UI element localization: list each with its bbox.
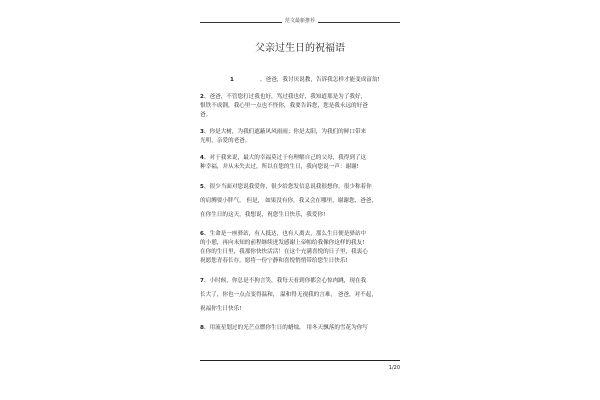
paragraph-line: 种幸福，并从未失去过，所以在您的生日，我向您说一声：谢谢! [200,164,359,170]
header-rule-left [200,22,282,23]
paragraph-number: 6 [200,231,204,237]
paragraph-number: 2 [200,94,204,100]
paragraph-line: 、爸爸，不管您打过我也好，骂过我也好，我知道那是为了我好， [203,94,367,100]
paragraph-line: 、用流星划过的光芒点燃你生日的蜡烛， 用冬天飘落的雪花为你写 [203,325,368,331]
paragraph-number: 7 [200,278,204,284]
header-text: 范文最新推荐 [284,18,315,24]
paragraph-line: 、爸爸，我讨厌说教，告诉我怎样才能变成富翁! [260,77,380,83]
document-title: 父亲过生日的祝福语 [255,43,345,54]
paragraph-number: 4 [200,155,204,161]
paragraph-line: 爸。 [200,112,212,118]
paragraph-line: 、对于我来说，最大的幸福莫过于有理解自己的父母，我得到了这 [203,155,367,161]
paragraph-line: 祝愿您青春长存，愿将一份宁静和喜悦悄悄带给您生日快乐! [200,258,348,264]
paragraph-4 [200,154,400,172]
header-rule-right [318,22,400,23]
paragraph-number: 3 [200,129,204,135]
document-body [200,76,400,333]
paragraph-line: 长大了，你也一点点变得温和， 温和得无视我的言难， 爸爸，对不起， [200,292,377,298]
paragraph-line: 、你是大树，为我们遮蔽风风雨雨；你是太阳，为我们的鲜口带来 [203,129,367,135]
paragraph-number: 8 [200,325,204,331]
paragraph-line: 光明，亲爱的老爸。 [200,138,251,144]
paragraph-line: 在你的生日里，我那你快快活活！在这个充满喜悦的日子里，我衷心 [200,249,368,255]
paragraph-line: 、很少当面对您说我爱你，很少给您发信息说我很想你，很少称着你 [203,184,372,190]
page-footer [200,360,400,374]
paragraph-line: 的小憩，再向未知的前程继续迸发感谢上帝帕给我像你这样的我友! [200,240,365,246]
paragraph-number: 1 [230,77,234,83]
paragraph-line: 、小时候，你总是不拘言笑，我每天看到你都会心惊肉跳，现在我 [203,278,367,284]
paragraph-2 [200,93,400,120]
paragraph-line: 的肩膊要小胖气， 但是， 如果没有你，我又会在哪里，谢谢您，爸爸， [200,198,377,204]
paragraph-5 [200,180,400,222]
paragraph-line: 祝福你生日快乐! [200,306,242,312]
footer-rule [200,360,400,361]
paragraph-line: 、生命是一座驿站，有人抵达，也有人离去，那么生日便是驿站中 [203,231,367,237]
paragraph-3 [200,128,400,146]
paragraph-line: 恨铁不成钢，我心里一点也不怪你，我要告诉您，您是我永远的好爸 [200,103,368,109]
paragraph-7 [200,274,400,316]
page-number: 1/20 [388,365,400,371]
paragraph-6 [200,230,400,266]
paragraph-number: 5 [200,184,204,190]
paragraph-1 [200,76,400,85]
paragraph-line: 在你生日的这天，我想说，祝您生日快乐，我爱你! [200,212,326,218]
page-header [0,16,600,30]
paragraph-8 [200,324,400,333]
